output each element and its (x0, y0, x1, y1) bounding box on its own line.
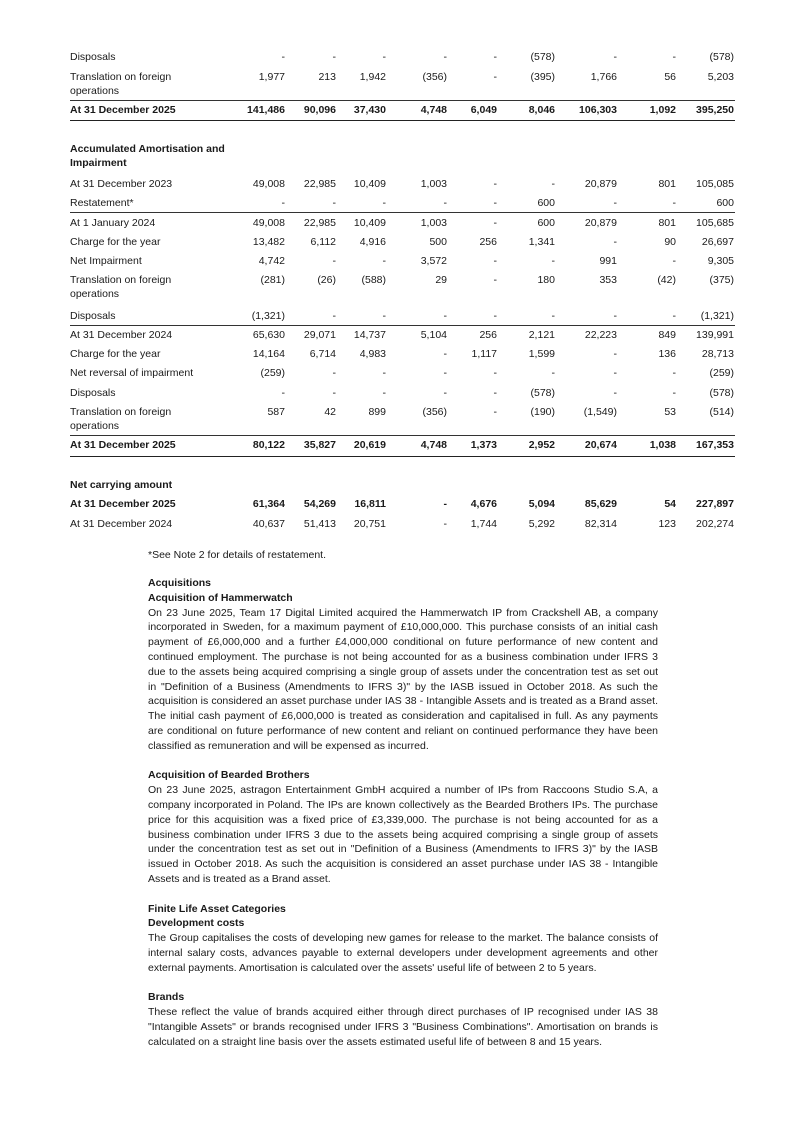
cell-value: 20,879 (584, 178, 617, 190)
cell-value: - (551, 367, 555, 379)
cell-value: - (672, 387, 676, 399)
cell-value: - (281, 197, 285, 209)
cell-value: - (443, 310, 447, 322)
cell-value: 22,223 (584, 329, 617, 341)
cell-value: 2,121 (528, 329, 555, 341)
cell-value: (578) (530, 387, 555, 399)
cell-value: (588) (361, 274, 386, 286)
cell-value: 106,303 (579, 104, 617, 116)
cell-value: 1,977 (258, 71, 285, 83)
cell-value: 14,164 (252, 348, 285, 360)
row-label: Translation on foreign operations (70, 274, 172, 300)
cell-value: - (382, 310, 386, 322)
cell-value: 4,742 (258, 255, 285, 267)
cell-value: - (493, 406, 497, 418)
cell-value: (26) (317, 274, 336, 286)
cell-value: 180 (537, 274, 555, 286)
cell-value: 13,482 (252, 236, 285, 248)
footnote: *See Note 2 for details of restatement. (148, 549, 327, 561)
cell-value: 10,409 (353, 178, 386, 190)
cell-value: 202,274 (696, 518, 734, 530)
row-label: At 1 January 2024 (70, 217, 156, 229)
cell-value: (578) (709, 387, 734, 399)
cell-value: 4,748 (420, 104, 447, 116)
cell-value: 801 (658, 178, 676, 190)
cell-value: 82,314 (584, 518, 617, 530)
cell-value: 849 (658, 329, 676, 341)
cell-value: 1,117 (471, 348, 497, 360)
cell-value: 1,003 (420, 178, 447, 190)
cell-value: 22,985 (303, 178, 336, 190)
cell-value: 395,250 (696, 104, 734, 116)
cell-value: - (281, 387, 285, 399)
row-label: Charge for the year (70, 348, 161, 360)
cell-value: - (613, 348, 617, 360)
cell-value: 16,811 (354, 498, 386, 510)
finite-life-heading: Finite Life Asset Categories (148, 902, 286, 915)
cell-value: 600 (537, 217, 555, 229)
cell-value: 4,748 (420, 439, 447, 451)
section-heading: Accumulated Amortisation and Impairment (70, 143, 225, 169)
cell-value: 9,305 (707, 255, 734, 267)
cell-value: (1,549) (583, 406, 617, 418)
cell-value: (514) (709, 406, 734, 418)
cell-value: - (672, 51, 676, 63)
cell-value: - (332, 197, 336, 209)
row-label: Charge for the year (70, 236, 161, 248)
row-label: Disposals (70, 387, 116, 399)
row-label: Translation on foreign operations (70, 71, 172, 97)
cell-value: 26,697 (701, 236, 734, 248)
cell-value: 20,879 (584, 217, 617, 229)
cell-value: - (672, 310, 676, 322)
cell-value: 3,572 (420, 255, 447, 267)
cell-value: (281) (260, 274, 285, 286)
cell-value: 6,714 (309, 348, 336, 360)
row-label: At 31 December 2023 (70, 178, 173, 190)
cell-value: 991 (599, 255, 617, 267)
cell-value: 1,599 (528, 348, 555, 360)
cell-value: 37,430 (353, 104, 386, 116)
section-heading: Net carrying amount (70, 479, 173, 491)
cell-value: 85,629 (584, 498, 617, 510)
cell-value: 136 (658, 348, 676, 360)
cell-value: - (332, 387, 336, 399)
bearded-brothers-heading: Acquisition of Bearded Brothers (148, 769, 310, 782)
cell-value: - (551, 178, 555, 190)
cell-value: 227,897 (696, 498, 734, 510)
cell-value: - (493, 51, 497, 63)
cell-value: - (493, 310, 497, 322)
cell-value: 22,985 (303, 217, 336, 229)
cell-value: 54,269 (303, 498, 336, 510)
bearded-brothers-paragraph: On 23 June 2025, astragon Entertainment GmbH acquired a number of IPs from Raccoons Studio S.A, a company incorporated in Poland. The IPs are known collectively as the Bearded Brothers IPs. The purchase price for this acquisition was a fixed price of £3,339,000. The purchase is not being accounted for as a business combination under IFRS 3 due to the assets being acquired comprising a single group of assets under the concentration test as set out in "Definition of a Business (Amendments to IFRS 3)" by the IASB issued in October 2018. As such the acquisition is considered an asset purchase under IAS 38 - Intangible Assets and is treated as a Brand asset. (148, 784, 658, 885)
table-rule (70, 325, 735, 326)
cell-value: 105,685 (696, 217, 734, 229)
row-label: Disposals (70, 51, 116, 63)
cell-value: 4,916 (359, 236, 386, 248)
cell-value: - (551, 255, 555, 267)
cell-value: (356) (422, 406, 447, 418)
cell-value: 141,486 (247, 104, 285, 116)
cell-value: (578) (709, 51, 734, 63)
cell-value: 90,096 (303, 104, 336, 116)
cell-value: (190) (530, 406, 555, 418)
cell-value: 353 (599, 274, 617, 286)
cell-value: 1,373 (470, 439, 497, 451)
cell-value: - (382, 367, 386, 379)
row-label: At 31 December 2024 (70, 518, 173, 530)
cell-value: - (443, 51, 447, 63)
cell-value: 40,637 (252, 518, 285, 530)
row-label: Translation on foreign operations (70, 406, 172, 432)
cell-value: 4,983 (359, 348, 386, 360)
table-rule (70, 100, 735, 101)
row-label: At 31 December 2025 (70, 439, 176, 451)
row-label: Net Impairment (70, 255, 142, 267)
cell-value: 899 (368, 406, 386, 418)
cell-value: 1,003 (420, 217, 447, 229)
cell-value: 167,353 (696, 439, 734, 451)
cell-value: 5,104 (420, 329, 447, 341)
cell-value: 80,122 (252, 439, 285, 451)
cell-value: - (493, 274, 497, 286)
cell-value: - (443, 367, 447, 379)
cell-value: 801 (658, 217, 676, 229)
cell-value: 20,619 (353, 439, 386, 451)
cell-value: 61,364 (252, 498, 285, 510)
cell-value: 139,991 (696, 329, 734, 341)
cell-value: (375) (709, 274, 734, 286)
cell-value: 54 (664, 498, 676, 510)
hammerwatch-paragraph: On 23 June 2025, Team 17 Digital Limited acquired the Hammerwatch IP from Crackshell AB, a company incorporated in Sweden, for a maximum payment of £10,000,000. This purchase consists of an initial cash payment of £6,000,000 and a further £4,000,000 conditional on future performance of new content and continued employment. The purchase is not being accounted for as a business combination under IFRS 3 due to the assets being acquired comprising a single group of assets under the concentration test as set out in "Definition of a Business (Amendments to IFRS 3)" by the IASB issued in October 2018. As such the acquisition is considered an asset purchase under IAS 38 - Intangible Assets and is treated as a Brand asset. The initial cash payment of £6,000,000 is treated as consideration and capitalised in full. As any payments are conditional on future performance of new content and reliant on continued performance they have been classified as remuneration and will be expensed as incurred. (148, 606, 658, 752)
cell-value: 53 (664, 406, 676, 418)
cell-value: - (613, 387, 617, 399)
cell-value: 20,751 (353, 518, 386, 530)
row-label: At 31 December 2024 (70, 329, 173, 341)
cell-value: 10,409 (353, 217, 386, 229)
row-label: Net reversal of impairment (70, 367, 194, 379)
table-rule (70, 212, 735, 213)
cell-value: - (493, 387, 497, 399)
cell-value: - (382, 387, 386, 399)
cell-value: (1,321) (251, 310, 285, 322)
cell-value: - (332, 367, 336, 379)
table-rule (70, 120, 735, 121)
cell-value: - (493, 367, 497, 379)
cell-value: (578) (530, 51, 555, 63)
cell-value: (42) (657, 274, 676, 286)
cell-value: 29 (435, 274, 447, 286)
cell-value: - (443, 197, 447, 209)
acquisitions-section (148, 576, 658, 1050)
cell-value: - (613, 367, 617, 379)
cell-value: - (382, 197, 386, 209)
cell-value: - (332, 255, 336, 267)
cell-value: 42 (324, 406, 336, 418)
cell-value: 65,630 (252, 329, 285, 341)
hammerwatch-heading: Acquisition of Hammerwatch (148, 591, 293, 604)
cell-value: (395) (530, 71, 555, 83)
brands-heading: Brands (148, 991, 185, 1004)
cell-value: 29,071 (303, 329, 336, 341)
cell-value: 5,094 (528, 498, 555, 510)
table-rule (70, 435, 735, 436)
cell-value: - (443, 498, 447, 510)
cell-value: 256 (479, 236, 497, 248)
cell-value: 1,942 (359, 71, 386, 83)
cell-value: 8,046 (528, 104, 555, 116)
cell-value: 105,085 (696, 178, 734, 190)
cell-value: - (493, 71, 497, 83)
cell-value: 20,674 (584, 439, 617, 451)
cell-value: 35,827 (303, 439, 336, 451)
cell-value: 123 (658, 518, 676, 530)
cell-value: - (332, 310, 336, 322)
cell-value: - (672, 367, 676, 379)
row-label: At 31 December 2025 (70, 498, 176, 510)
cell-value: - (443, 348, 447, 360)
cell-value: 49,008 (252, 217, 285, 229)
cell-value: 1,766 (590, 71, 617, 83)
row-label: Restatement* (70, 197, 134, 209)
cell-value: 28,713 (701, 348, 734, 360)
acquisitions-heading: Acquisitions (148, 577, 212, 589)
cell-value: - (493, 178, 497, 190)
cell-value: 500 (429, 236, 447, 248)
cell-value: 587 (267, 406, 285, 418)
cell-value: 5,292 (528, 518, 555, 530)
cell-value: - (493, 217, 497, 229)
cell-value: 1,038 (649, 439, 676, 451)
cell-value: - (493, 255, 497, 267)
cell-value: 600 (716, 197, 734, 209)
cell-value: - (613, 51, 617, 63)
cell-value: (1,321) (700, 310, 734, 322)
development-costs-paragraph: The Group capitalises the costs of developing new games for release to the market. The balance consists of internal salary costs, advances payable to external developers under development agreements and other external payments. Amortisation is calculated over the assets' useful life of between 2 to 5 years. (148, 932, 658, 974)
cell-value: 213 (318, 71, 336, 83)
cell-value: - (613, 310, 617, 322)
cell-value: 2,952 (528, 439, 555, 451)
cell-value: - (443, 387, 447, 399)
cell-value: - (493, 197, 497, 209)
cell-value: (259) (709, 367, 734, 379)
cell-value: 90 (664, 236, 676, 248)
development-costs-heading: Development costs (148, 917, 245, 930)
row-label: Disposals (70, 310, 116, 322)
cell-value: 14,737 (353, 329, 386, 341)
cell-value: - (672, 197, 676, 209)
cell-value: (259) (260, 367, 285, 379)
cell-value: 56 (664, 71, 676, 83)
cell-value: - (382, 51, 386, 63)
cell-value: - (332, 51, 336, 63)
cell-value: 600 (537, 197, 555, 209)
row-label: At 31 December 2025 (70, 104, 176, 116)
cell-value: 1,341 (528, 236, 555, 248)
cell-value: 6,049 (470, 104, 497, 116)
cell-value: 5,203 (707, 71, 734, 83)
cell-value: 256 (479, 329, 497, 341)
cell-value: 1,092 (649, 104, 676, 116)
cell-value: (356) (422, 71, 447, 83)
brands-paragraph: These reflect the value of brands acquired either through direct purchases of IP recognised under IAS 38 "Intangible Assets" or brands recognised under IFRS 3 "Business Combinations". Amortisation on brands is calculated on a straight line basis over the assets estimated useful life of between 8 and 15 years. (148, 1006, 658, 1048)
cell-value: 49,008 (252, 178, 285, 190)
cell-value: 4,676 (470, 498, 497, 510)
cell-value: - (613, 236, 617, 248)
cell-value: - (281, 51, 285, 63)
table-rule (70, 456, 735, 457)
cell-value: - (551, 310, 555, 322)
cell-value: - (613, 197, 617, 209)
cell-value: 51,413 (303, 518, 336, 530)
cell-value: - (672, 255, 676, 267)
cell-value: 1,744 (470, 518, 497, 530)
cell-value: - (443, 518, 447, 530)
cell-value: - (382, 255, 386, 267)
cell-value: 6,112 (310, 236, 336, 248)
